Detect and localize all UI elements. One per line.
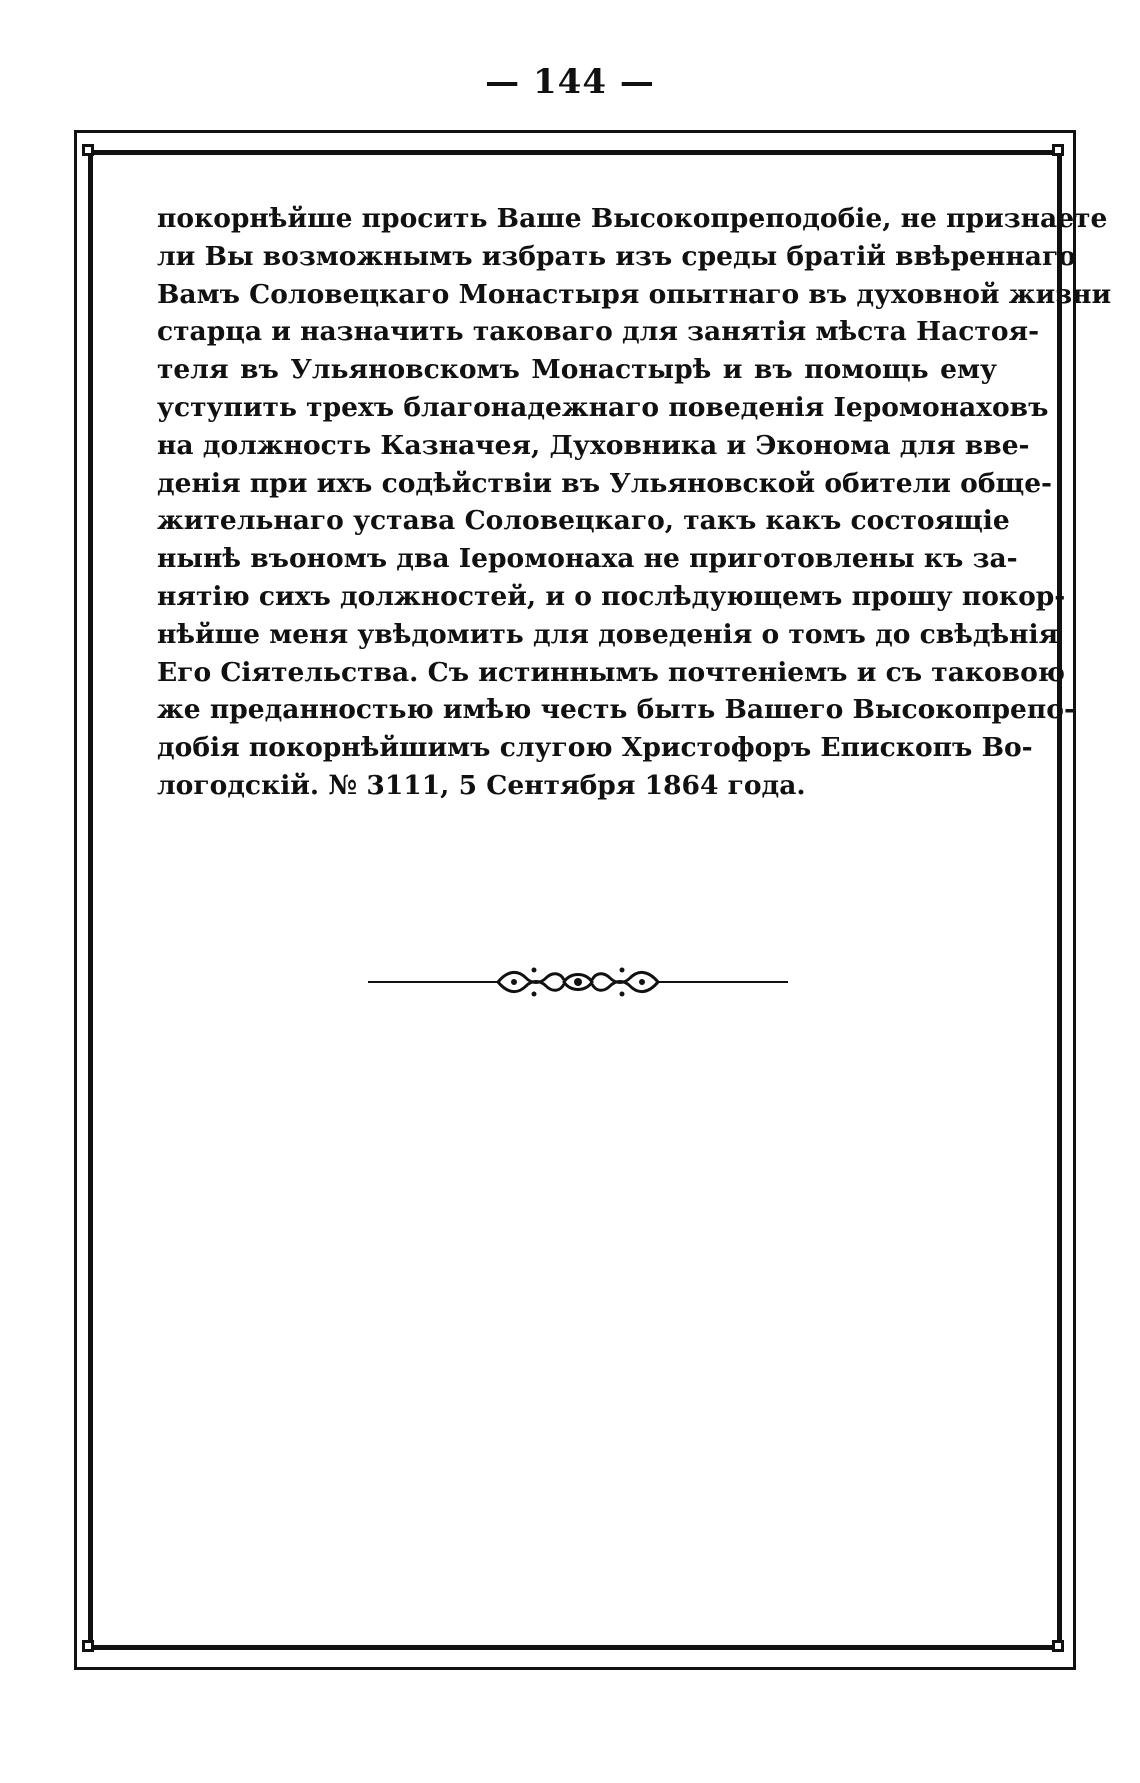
text-line: денія при ихъ содѣйствіи въ Ульяновской обители обще-: [157, 467, 1053, 499]
text-line-last: логодскій. № 3111, 5 Сентября 1864 года.: [157, 769, 806, 801]
text-line: ли Вы возможнымъ избрать изъ среды братій ввѣреннаго: [157, 240, 1076, 272]
frame-corner-ornament: [82, 144, 94, 156]
text-line: теля въ Ульяновскомъ Монастырѣ и въ помощь ему: [157, 354, 997, 386]
text-line: старца и назначить таковаго для занятія мѣста Настоя-: [157, 316, 1040, 348]
frame-corner-ornament: [1052, 144, 1064, 156]
page-number: — 144 —: [485, 62, 655, 102]
text-line: жительнаго устава Соловецкаго, такъ какъ состоящіе: [157, 505, 1010, 537]
frame-corner-ornament: [1052, 1640, 1064, 1652]
frame-corner-ornament: [82, 1640, 94, 1652]
text-line: нятію сихъ должностей, и о послѣдующемъ прошу покор-: [157, 580, 1066, 612]
text-line: Его Сіятельства. Съ истиннымъ почтеніемъ и съ таковою: [157, 656, 1065, 688]
letter-body: [157, 200, 1112, 805]
text-line: же преданностью имѣю честь быть Вашего Высокопрепо-: [157, 694, 1075, 726]
text-line: покорнѣйше просить Ваше Высокопреподобіе, не признаете: [157, 203, 1108, 234]
text-line: уступить трехъ благонадежнаго поведенія Іеромонаховъ: [157, 391, 1049, 423]
text-line: на должность Казначея, Духовника и Эконома для вве-: [157, 429, 1030, 461]
text-line: нѣйше меня увѣдомить для доведенія о томъ до свѣдѣнія: [157, 618, 1059, 650]
scroll-ornament-icon: [368, 962, 788, 1002]
text-line: нынѣ въономъ два Іеромонаха не приготовлены къ за-: [157, 543, 1018, 575]
text-line: Вамъ Соловецкаго Монастыря опытнаго въ духовной жизни: [157, 278, 1112, 310]
text-line: добія покорнѣйшимъ слугою Христофоръ Епископъ Во-: [157, 732, 1033, 764]
